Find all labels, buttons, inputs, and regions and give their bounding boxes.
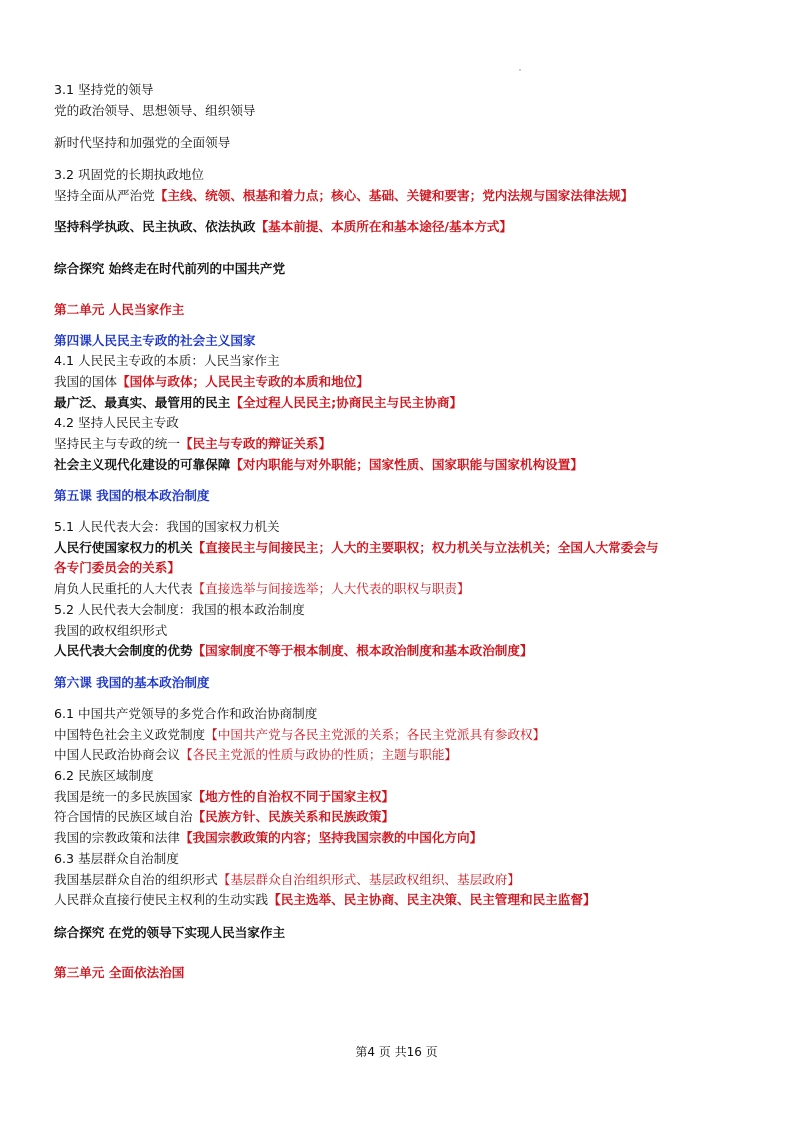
text-line xyxy=(54,829,482,847)
item-label: 最广泛、最真实、最管用的民主 xyxy=(54,395,231,410)
text-line xyxy=(54,746,457,764)
item-note: 【各民主党派的性质与政协的性质；主题与职能】 xyxy=(179,747,457,762)
item-label: 中国特色社会主义政党制度 xyxy=(54,727,206,742)
text-line xyxy=(54,642,533,660)
item-label: 人民代表大会制度的优势 xyxy=(54,643,193,658)
text-line xyxy=(54,808,394,826)
item-note: 【主线、统领、根基和着力点；核心、基础、关键和要害；党内法规与国家法律法规】 xyxy=(154,188,634,203)
item-note: 【基层群众自治组织形式、基层政权组织、基层政府】 xyxy=(217,872,520,887)
item-label: 肩负人民重托的人大代表 xyxy=(54,581,193,596)
text-line xyxy=(54,218,512,236)
item-label: 社会主义现代化建设的可靠保障 xyxy=(54,457,231,472)
item-label: 坚持科学执政、民主执政、依法执政 xyxy=(54,219,256,234)
item-note: 【民主选举、民主协商、民主决策、民主管理和民主监督】 xyxy=(268,892,596,907)
item-note: 【直接民主与间接民主；人大的主要职权；权力机关与立法机关；全国人大常委会与 xyxy=(192,540,659,555)
item-label: 中国人民政治协商会议 xyxy=(54,747,180,762)
item-label: 坚持全面从严治党 xyxy=(54,188,155,203)
text-line xyxy=(54,456,583,474)
section-6-2: 6.2 民族区域制度 xyxy=(54,768,154,783)
item-note: 【民族方针、民族关系和民族政策】 xyxy=(192,809,395,824)
item-label: 坚持民主与专政的统一 xyxy=(54,436,180,451)
unit-3-heading: 第三单元 全面依法治国 xyxy=(54,965,185,980)
comprehensive-inquiry-heading: 综合探究 在党的领导下实现人民当家作主 xyxy=(54,925,286,940)
item-note: 【国体与政体；人民民主专政的本质和地位】 xyxy=(116,374,369,389)
text-line xyxy=(54,580,470,598)
section-5-2: 5.2 人民代表大会制度：我国的根本政治制度 xyxy=(54,602,305,617)
section-4-2: 4.2 坚持人民民主专政 xyxy=(54,415,179,430)
item-label: 我国的宗教政策和法律 xyxy=(54,830,180,845)
lesson-6-heading: 第六课 我国的基本政治制度 xyxy=(54,675,210,690)
section-5-1: 5.1 人民代表大会：我国的国家权力机关 xyxy=(54,519,280,534)
item-note: 【对内职能与对外职能；国家性质、国家职能与国家机构设置】 xyxy=(230,457,583,472)
item-note: 【民主与专政的辩证关系】 xyxy=(179,436,332,451)
section-6-1: 6.1 中国共产党领导的多党合作和政治协商制度 xyxy=(54,706,318,721)
item-note-continued: 各专门委员会的关系】 xyxy=(54,560,180,575)
text-line xyxy=(54,539,659,557)
text-line: 党的政治领导、思想领导、组织领导 xyxy=(54,103,256,118)
text-line xyxy=(54,373,369,391)
item-note: 【我国宗教政策的内容；坚持我国宗教的中国化方向】 xyxy=(179,830,483,845)
item-label: 人民行使国家权力的机关 xyxy=(54,540,193,555)
page-footer: 第4 页 共16 页 xyxy=(355,1045,438,1059)
text-line xyxy=(54,394,462,412)
section-4-1: 4.1 人民民主专政的本质：人民当家作主 xyxy=(54,353,280,368)
section-3-2: 3.2 巩固党的长期执政地位 xyxy=(54,167,204,182)
text-line xyxy=(54,435,331,453)
text-line: 新时代坚持和加强党的全面领导 xyxy=(54,135,231,150)
item-note: 【直接选举与间接选举；人大代表的职权与职责】 xyxy=(192,581,470,596)
item-note: 【全过程人民民主;协商民主与民主协商】 xyxy=(230,395,463,410)
scan-dot xyxy=(519,69,521,71)
item-note: 【基本前提、本质所在和基本途径/基本方式】 xyxy=(255,219,512,234)
section-3-1: 3.1 坚持党的领导 xyxy=(54,82,154,97)
item-label: 我国基层群众自治的组织形式 xyxy=(54,872,218,887)
comprehensive-inquiry-heading: 综合探究 始终走在时代前列的中国共产党 xyxy=(54,261,286,276)
lesson-4-heading: 第四课人民民主专政的社会主义国家 xyxy=(54,333,256,348)
section-6-3: 6.3 基层群众自治制度 xyxy=(54,851,179,866)
text-line xyxy=(54,891,596,909)
text-line xyxy=(54,726,545,744)
text-line xyxy=(54,788,394,806)
item-note: 【地方性的自治权不同于国家主权】 xyxy=(192,789,395,804)
item-label: 人民群众直接行使民主权利的生动实践 xyxy=(54,892,269,907)
text-line xyxy=(54,871,520,889)
text-line xyxy=(54,187,633,205)
item-label: 我国的国体 xyxy=(54,374,117,389)
item-label: 符合国情的民族区域自治 xyxy=(54,809,193,824)
item-label: 我国是统一的多民族国家 xyxy=(54,789,193,804)
unit-2-heading: 第二单元 人民当家作主 xyxy=(54,302,185,317)
lesson-5-heading: 第五课 我国的根本政治制度 xyxy=(54,488,210,503)
item-note: 【中国共产党与各民主党派的关系；各民主党派具有参政权】 xyxy=(205,727,546,742)
item-note: 【国家制度不等于根本制度、根本政治制度和基本政治制度】 xyxy=(192,643,533,658)
text-line: 我国的政权组织形式 xyxy=(54,623,168,638)
